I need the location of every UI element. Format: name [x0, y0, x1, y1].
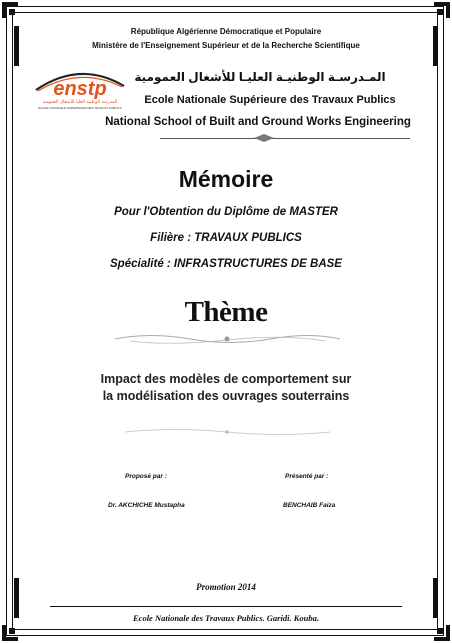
logo-caption: ECOLE NATIONALE SUPERIEURE DES TRAVAUX PUBLICS — [38, 106, 122, 110]
filiere-line: Filière : TRAVAUX PUBLICS — [150, 232, 302, 244]
footer-divider — [50, 606, 402, 607]
footer-institution: Ecole Nationale des Travaux Publics. Garidi. Kouba. — [133, 613, 319, 623]
ministry-heading: Ministère de l'Enseignement Supérieur et de la Recherche Scientifique — [92, 41, 360, 50]
student-name: BENCHAIB Faiza — [283, 502, 336, 509]
thesis-title-line-1: Impact des modèles de comportement sur — [100, 372, 352, 386]
republic-heading: République Algérienne Démocratique et Populaire — [130, 27, 322, 36]
document-type-title: Mémoire — [178, 166, 274, 192]
corner-ornament-top-right — [426, 2, 450, 26]
divider-diamond — [252, 133, 276, 143]
theme-heading: Thème — [184, 296, 268, 328]
supervisor-name: Dr. AKCHICHE Mustapha — [108, 502, 185, 509]
promotion-year: Promotion 2014 — [196, 582, 256, 592]
logo-arabic-caption: المدرسة الوطنية العليا للأشغال العمومية — [42, 100, 118, 105]
corner-ornament-top-left — [2, 2, 26, 26]
specialite-line: Spécialité : INFRASTRUCTURES DE BASE — [110, 258, 342, 270]
thesis-title-line-2: la modélisation des ouvrages souterrains — [102, 389, 350, 403]
theme-flourish — [110, 330, 345, 348]
school-name-arabic: المـدرسـة الوطنيـة العليـا للأشغال العمومية — [134, 70, 386, 84]
school-name-english: National School of Built and Ground Works Engineering — [105, 116, 411, 128]
header-divider — [160, 138, 410, 139]
degree-line: Pour l'Obtention du Diplôme de MASTER — [114, 206, 338, 218]
title-flourish — [120, 426, 335, 438]
presented-by-label: Présenté par : — [285, 473, 329, 480]
logo-brand-text: enstp — [53, 78, 107, 100]
school-name-french: Ecole Nationale Supérieure des Travaux Publics — [144, 94, 396, 106]
proposed-by-label: Proposé par : — [125, 473, 167, 480]
